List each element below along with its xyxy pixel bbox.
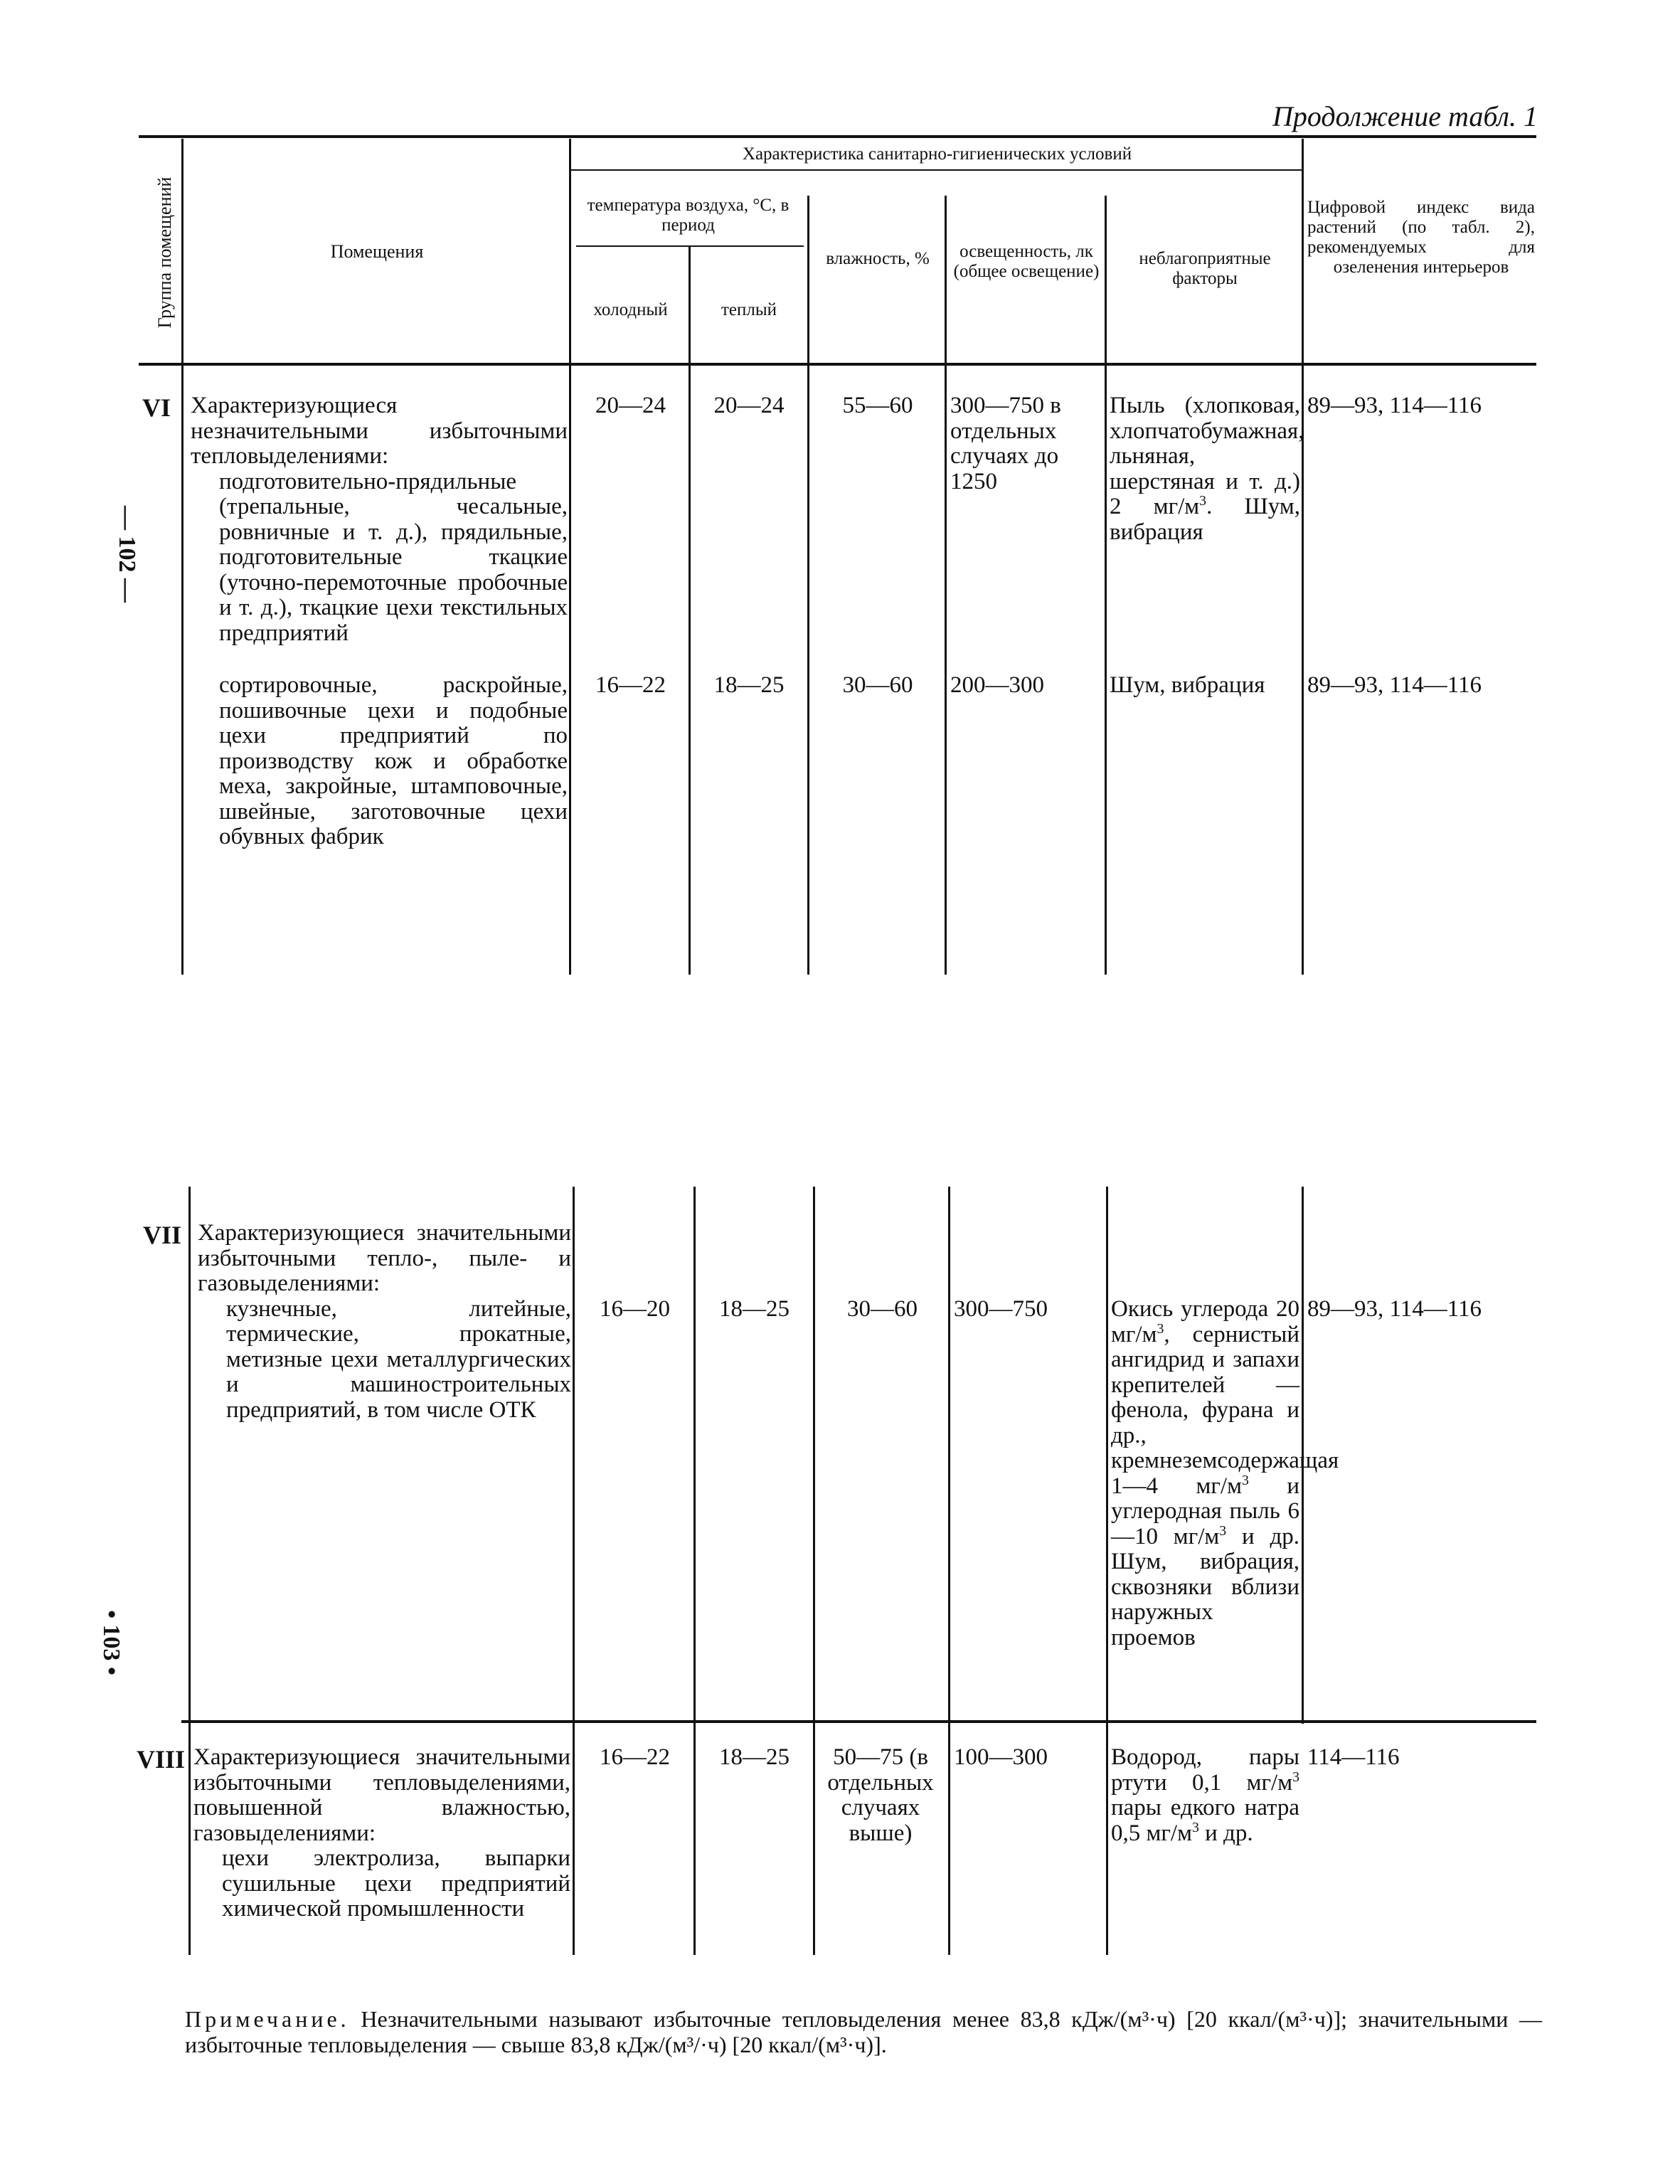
header-rooms: Помещения [330, 241, 424, 262]
group-vii-rooms [198, 1221, 571, 1423]
note-label: Примечание. [185, 2006, 350, 2032]
group-vi-row2-humidity: 30—60 [842, 672, 913, 698]
group-vi-row1-humidity: 55—60 [842, 393, 913, 418]
group-viii-room-list: цехи электролиза, выпарки сушильные цехи предприятий химической промышленности [222, 1845, 570, 1921]
group-vi-row2-cold: 16—22 [595, 672, 666, 698]
header-warm: теплый [721, 300, 777, 319]
group-vii-room-list: кузнечные, литейные, термические, прокатные, метизные цехи металлургических и машиностроительных предприятий, в том числе ОТК [226, 1295, 571, 1423]
group-viii-title: Характеризующиеся значительными избыточными тепловыделениями, повышенной влажностью, газовыделениями: [193, 1744, 570, 1846]
group-vi-row2-factors: Шум, вибрация [1110, 672, 1265, 698]
group-vii-warm: 18—25 [719, 1296, 790, 1322]
header-cold: холодный [593, 300, 668, 319]
group-vi-row1-cold: 20—24 [595, 393, 666, 418]
note-text: Незначительными называют избыточные тепловыделения менее 83,8 кДж/(м³·ч) [20 ккал/(м³·ч)]; значительными — избыточные тепловыделения — свыше 83,8 кДж/(м³/·ч) [20 ккал/(м³·ч)]. [185, 2006, 1543, 2057]
group-vi-row1-warm: 20—24 [713, 393, 785, 418]
group-viii-warm: 18—25 [719, 1744, 790, 1770]
group-vi-row1-factors: Пыль (хлопковая, хлопчатобумажная, льняная, шерстяная и т. д.) 2 $мг/м^3$. Шум, вибрация [1110, 393, 1304, 545]
header-humidity: влажность, % [826, 249, 930, 268]
header-characteristic: Характеристика санитарно-гигиенических условий [742, 144, 1132, 164]
table-caption: Продолжение табл. 1 [1272, 100, 1538, 132]
group-vii-illumination: 300—750 [954, 1296, 1048, 1322]
group-vii-title: Характеризующиеся значительными избыточными тепло-, пыле- и газовыделениями: [198, 1220, 571, 1296]
page-number-bottom: • 103 • [97, 1610, 124, 1675]
group-vi-rooms [191, 393, 568, 646]
group-vii-index: 89—93, 114—116 [1307, 1296, 1482, 1322]
header-temperature: температура воздуха, °С, в период [587, 196, 790, 235]
group-vii-factors: Окись углерода 20 $мг/м^3$, сернистый ангидрид и запахи крепителей — фенола, фурана и др., кремнеземсодержащая 1—4 $мг/м^3$ и углеродная пыль 6—10 $мг/м^3$ и др. Шум, вибрация, сквозняки вблизи наружных проемов [1111, 1296, 1339, 1650]
group-viii-factors: Водород, пары ртути 0,1 $мг/м^3$ пары едкого натра 0,5 $мг/м^3$ и др. [1111, 1744, 1299, 1846]
group-viii-illumination: 100—300 [954, 1744, 1048, 1770]
header-index: Цифровой индекс вида растений (по табл. 2), рекомендуемых для озеленения интерьеров [1307, 198, 1535, 277]
header-factors: неблагоприятные факторы [1139, 249, 1271, 288]
group-vi-row2-index: 89—93, 114—116 [1307, 672, 1482, 698]
group-vi-title: Характеризующиеся незначительными избыточными тепловыделениями: [191, 393, 568, 469]
group-vi-row1-rooms: подготовительно-прядильные (трепальные, чесальные, ровничные и т. д.), прядильные, подготовительные ткацкие (уточно-перемоточные пробочные и т. д.), ткацкие цехи текстильных предприятий [219, 468, 568, 646]
group-viii-rooms [193, 1745, 570, 1922]
table-note [185, 2006, 1542, 2057]
header-group: Группа помещений [154, 176, 175, 329]
group-vii-humidity: 30—60 [847, 1296, 918, 1322]
group-vi-row1-illumination: 300—750 в отдельных случаях до 1250 [950, 393, 1061, 494]
group-number-vii: VII [142, 1221, 181, 1249]
group-vi-row2-rooms: сортировочные, раскройные, пошивочные цехи и подобные цехи предприятий по производству кож и обработке меха, закройные, штамповочные, швейные, заготовочные цехи обувных фабрик [219, 672, 568, 849]
group-vii-cold: 16—20 [600, 1296, 670, 1322]
header-illumination: освещенность, лк (общее освещение) [953, 242, 1100, 281]
group-number-vi: VI [142, 393, 171, 422]
group-number-viii: VIII [136, 1745, 185, 1774]
group-vi-row2-illumination: 200—300 [950, 672, 1044, 698]
group-vi-row1-index: 89—93, 114—116 [1307, 393, 1482, 418]
page-number-top: — 102 — [114, 506, 140, 603]
group-viii-humidity: 50—75 (в отдельных случаях выше) [827, 1744, 934, 1846]
group-vi-row2-warm: 18—25 [713, 672, 785, 698]
group-viii-index: 114—116 [1307, 1744, 1400, 1770]
group-viii-cold: 16—22 [600, 1744, 670, 1770]
